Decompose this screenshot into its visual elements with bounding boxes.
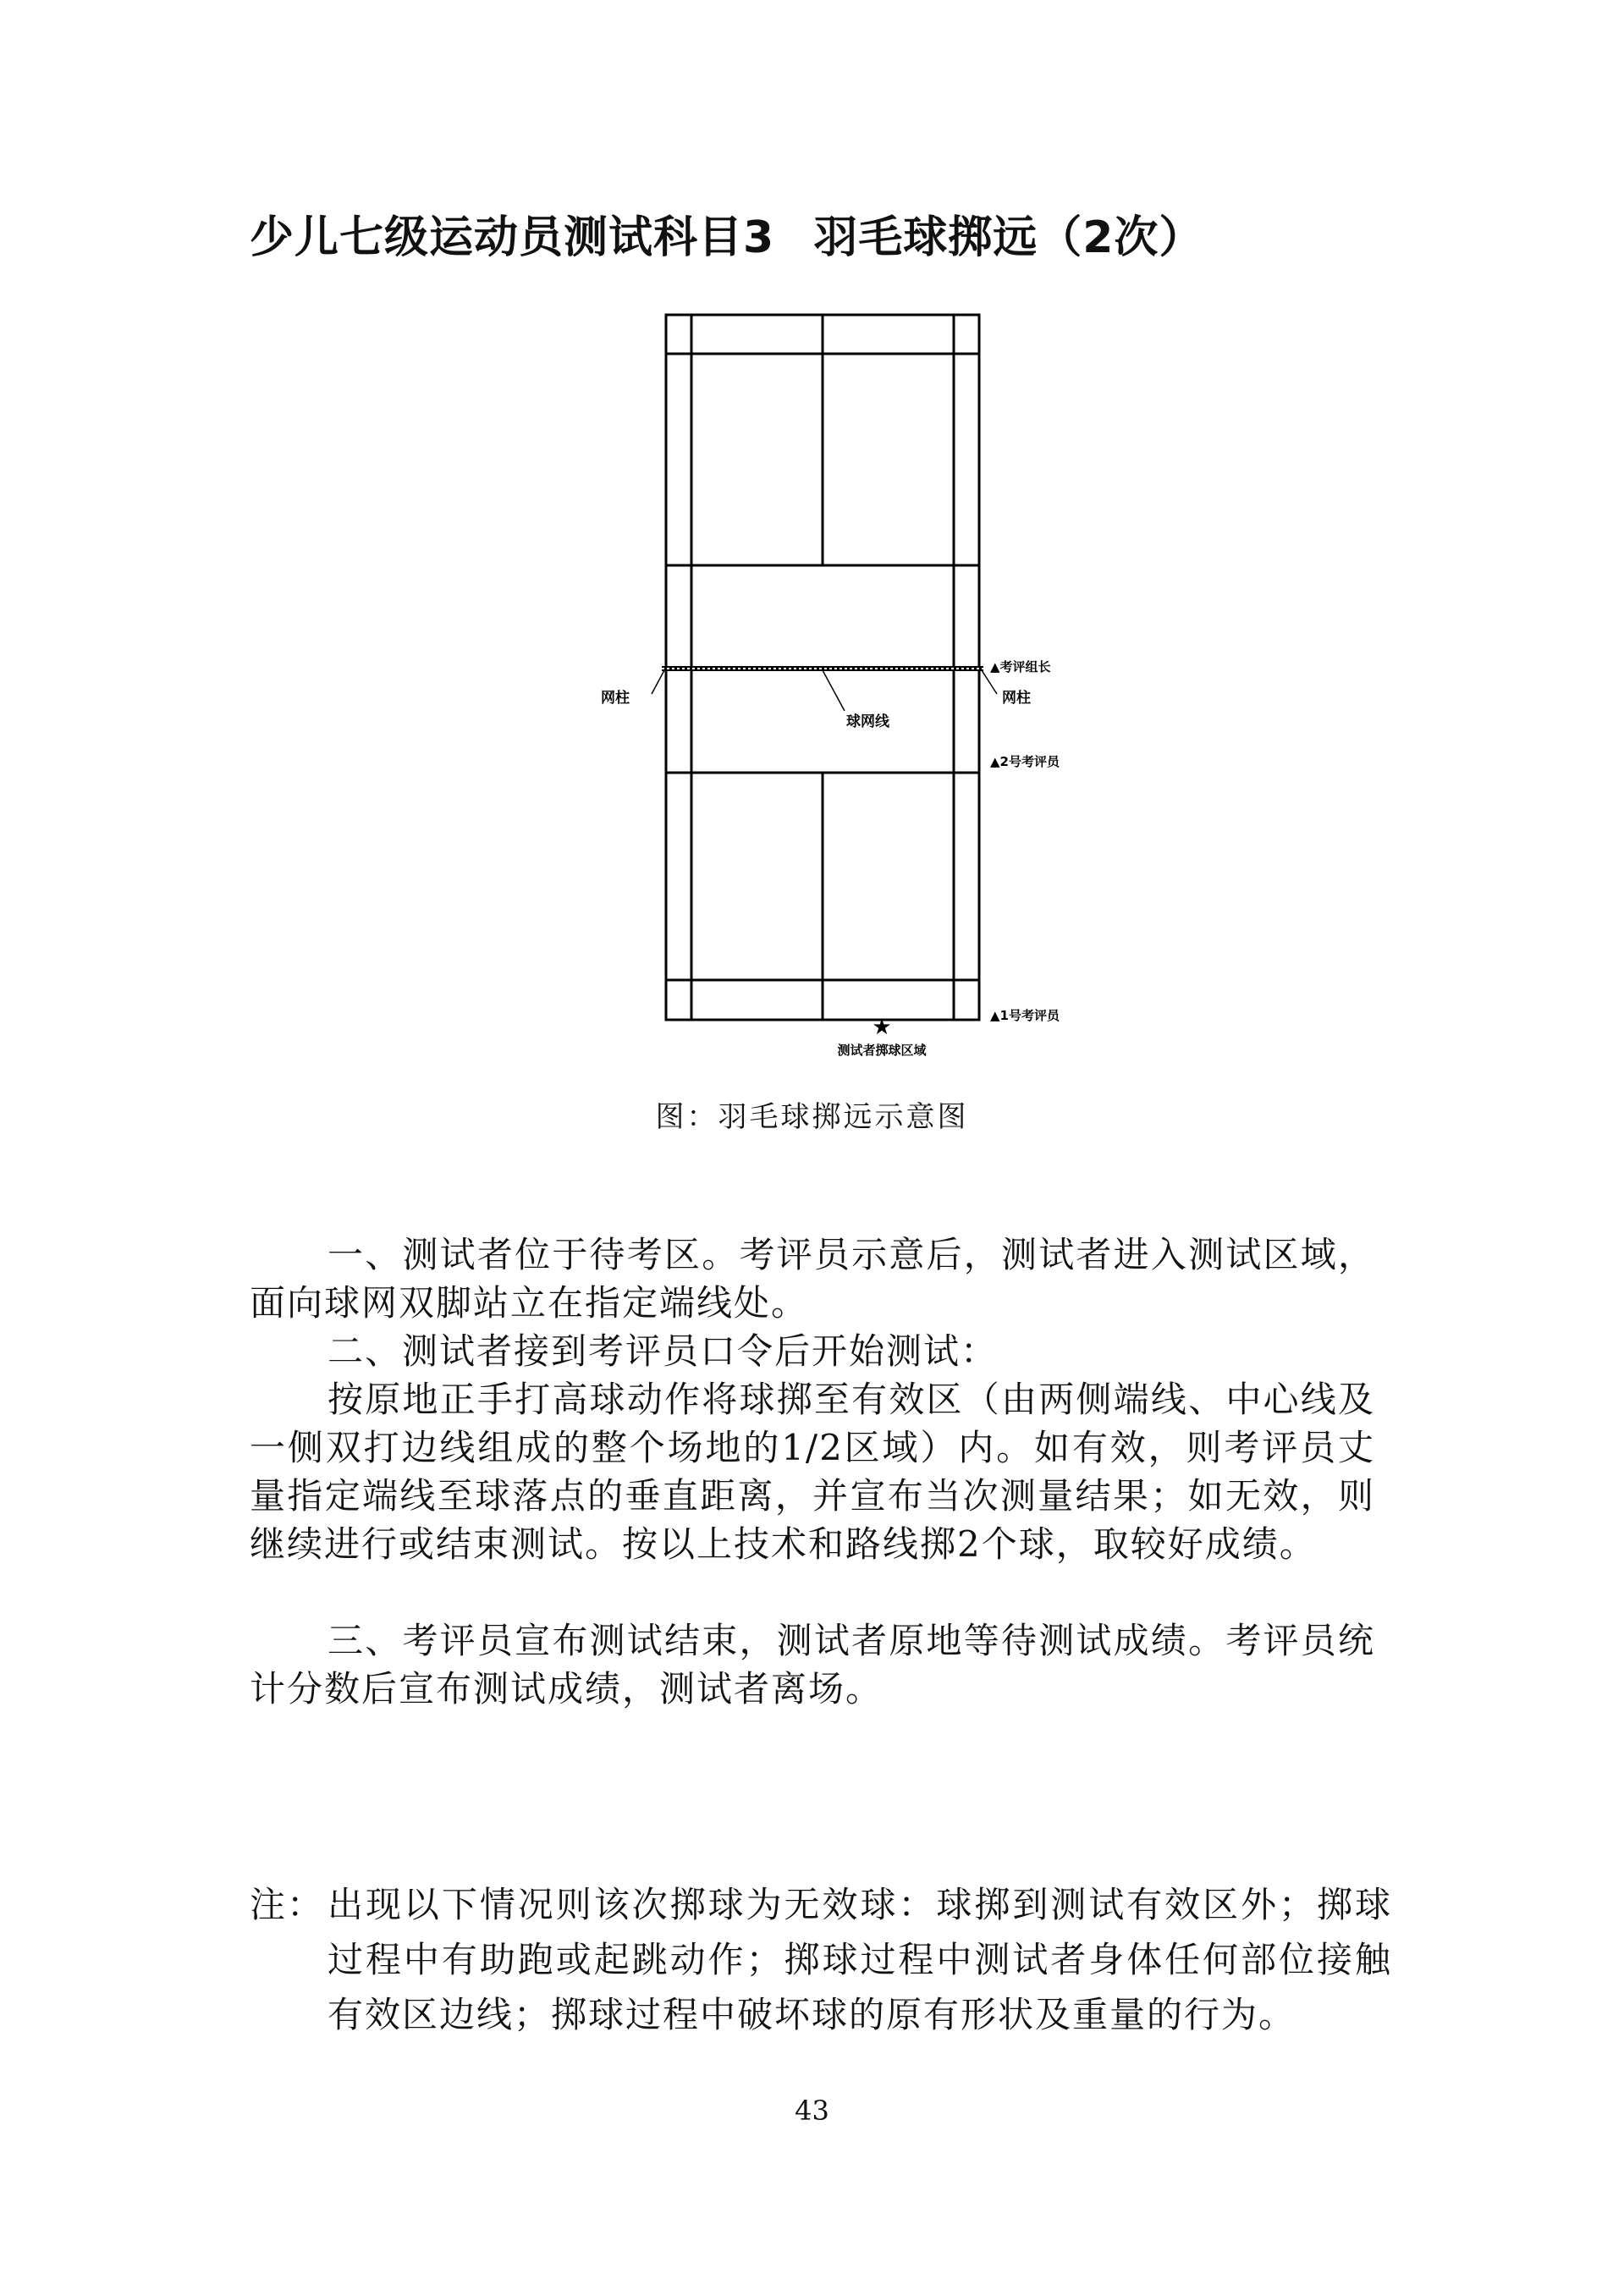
title-main: 少儿七级运动员测试科目3 xyxy=(250,212,775,263)
note-label: 注： xyxy=(250,1884,325,1925)
note-block xyxy=(250,1877,1392,2042)
page-number: 43 xyxy=(795,2095,829,2127)
examiner-2-label: ▲2号考评员 xyxy=(990,754,1060,769)
net-line-leader xyxy=(823,670,845,711)
badminton-court-diagram xyxy=(601,305,1117,1066)
title-sub: 羽毛球掷远（2次） xyxy=(813,212,1204,263)
paragraph-1: 一、测试者位于待考区。考评员示意后，测试者进入测试区域，面向球网双脚站立在指定端线处。 xyxy=(250,1234,1375,1324)
paragraph-4: 三、考评员宣布测试结束，测试者原地等待测试成绩。考评员统计分数后宣布测试成绩，测试者离场。 xyxy=(250,1620,1375,1710)
figure-caption: 图：羽毛球掷远示意图 xyxy=(655,1100,969,1134)
paragraph-3: 按原地正手打高球动作将球掷至有效区（由两侧端线、中心线及一侧双打边线组成的整个场地的1/2区域）内。如有效，则考评员丈量指定端线至球落点的垂直距离，并宣布当次测量结果；如无效，则继续进行或结束测试。按以上技术和路线掷2个球，取较好成绩。 xyxy=(250,1379,1375,1565)
net-line-label: 球网线 xyxy=(846,713,889,730)
left-post-leader xyxy=(652,670,664,694)
throw-area-label: 测试者掷球区域 xyxy=(837,1043,927,1058)
left-post-label: 网柱 xyxy=(601,690,630,707)
head-examiner-label: ▲考评组长 xyxy=(990,659,1051,674)
examiner-1-label: ▲1号考评员 xyxy=(990,1008,1060,1023)
page-title xyxy=(250,201,1203,265)
paragraph-2: 二、测试者接到考评员口令后开始测试： xyxy=(328,1330,999,1372)
right-post-label: 网柱 xyxy=(1002,690,1031,707)
star-icon: ★ xyxy=(872,1015,892,1040)
note-text: 出现以下情况则该次掷球为无效球：球掷到测试有效区外；掷球过程中有助跑或起跳动作；掷球过程中测试者身体任何部位接触有效区边线；掷球过程中破坏球的原有形状及重量的行为。 xyxy=(328,1884,1392,2035)
